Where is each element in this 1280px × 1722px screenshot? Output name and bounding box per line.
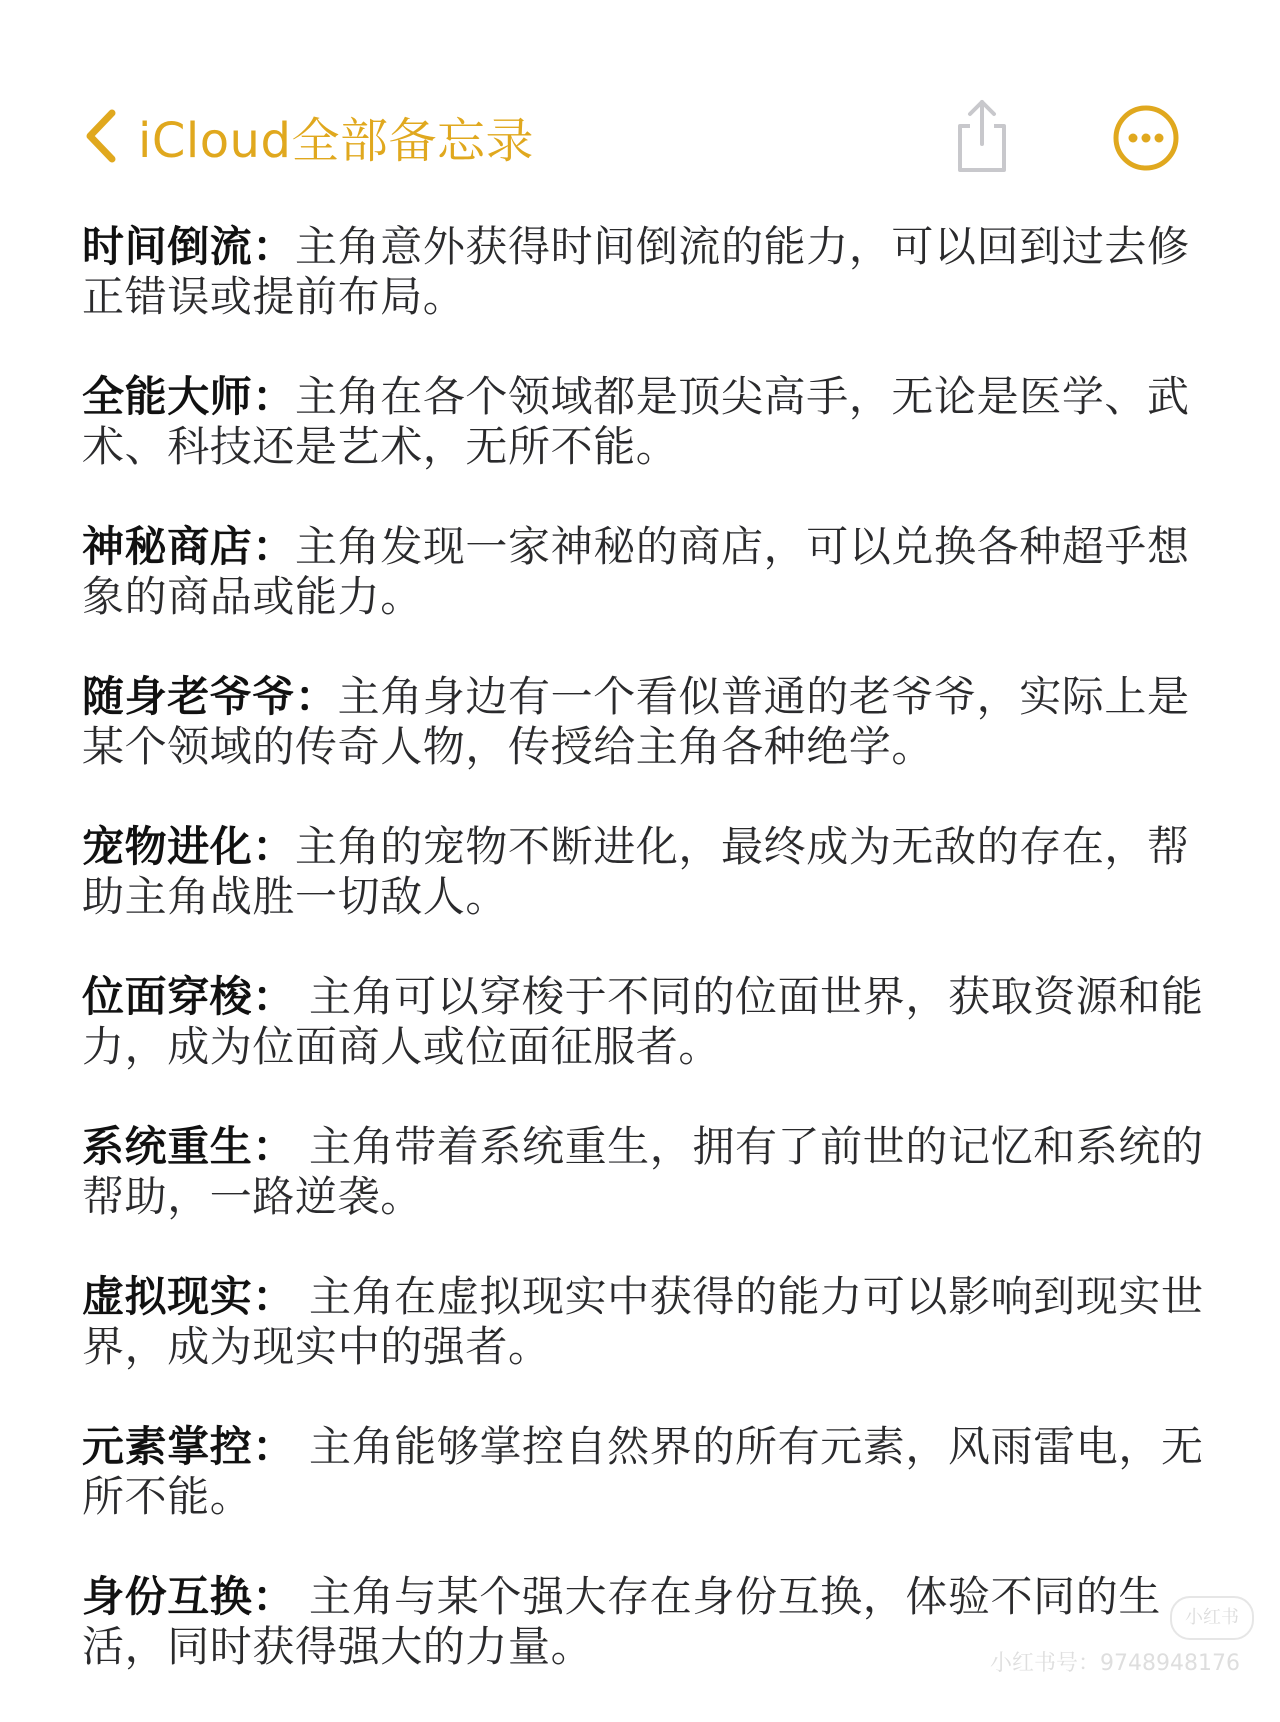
- note-paragraph: [82, 672, 1212, 772]
- note-body[interactable]: [82, 222, 1212, 1722]
- note-term: 全能大师：: [82, 372, 296, 421]
- note-paragraph: [82, 1122, 1212, 1222]
- note-term: 位面穿梭：: [82, 972, 296, 1021]
- note-paragraph: [82, 972, 1212, 1072]
- back-label: iCloud全部备忘录: [138, 112, 534, 169]
- note-description: 主角在各个领域都是顶尖高手，无论是医学、武术、科技还是艺术，无所不能。: [82, 372, 1190, 471]
- navigation-bar: [0, 0, 1280, 200]
- back-button[interactable]: [84, 96, 534, 176]
- note-description: 主角可以穿梭于不同的位面世界，获取资源和能力，成为位面商人或位面征服者。: [82, 972, 1204, 1071]
- note-paragraph: [82, 372, 1212, 472]
- note-description: 主角与某个强大存在身份互换，体验不同的生活，同时获得强大的力量。: [82, 1572, 1161, 1671]
- note-description: 主角能够掌控自然界的所有元素，风雨雷电，无所不能。: [82, 1422, 1204, 1521]
- watermark-badge: 小红书: [1170, 1596, 1254, 1640]
- note-term: 随身老爷爷：: [82, 672, 338, 721]
- note-description: 主角意外获得时间倒流的能力，可以回到过去修正错误或提前布局。: [82, 222, 1190, 321]
- note-paragraph: [82, 222, 1212, 322]
- note-term: 系统重生：: [82, 1122, 296, 1171]
- note-paragraph: [82, 1422, 1212, 1522]
- share-button[interactable]: [950, 96, 1014, 174]
- note-description: 主角带着系统重生，拥有了前世的记忆和系统的帮助，一路逆袭。: [82, 1122, 1204, 1221]
- share-icon: [950, 96, 1014, 174]
- note-term: 虚拟现实：: [82, 1272, 296, 1321]
- note-description: 主角身边有一个看似普通的老爷爷，实际上是某个领域的传奇人物，传授给主角各种绝学。: [82, 672, 1190, 771]
- chevron-left-icon: [84, 109, 118, 163]
- note-term: 神秘商店：: [82, 522, 296, 571]
- note-description: 主角的宠物不断进化，最终成为无敌的存在，帮助主角战胜一切敌人。: [82, 822, 1190, 921]
- note-paragraph: [82, 822, 1212, 922]
- note-description: 主角发现一家神秘的商店，可以兑换各种超乎想象的商品或能力。: [82, 522, 1190, 621]
- note-term: 身份互换：: [82, 1572, 296, 1621]
- note-paragraph: [82, 522, 1212, 622]
- note-term: 宠物进化：: [82, 822, 296, 871]
- watermark-id: 小红书号：9748948176: [990, 1651, 1240, 1676]
- ellipsis-circle-icon: [1112, 104, 1180, 172]
- note-term: 元素掌控：: [82, 1422, 296, 1471]
- more-button[interactable]: [1112, 104, 1180, 172]
- note-paragraph: [82, 1272, 1212, 1372]
- note-description: 主角在虚拟现实中获得的能力可以影响到现实世界，成为现实中的强者。: [82, 1272, 1204, 1371]
- note-term: 时间倒流：: [82, 222, 296, 271]
